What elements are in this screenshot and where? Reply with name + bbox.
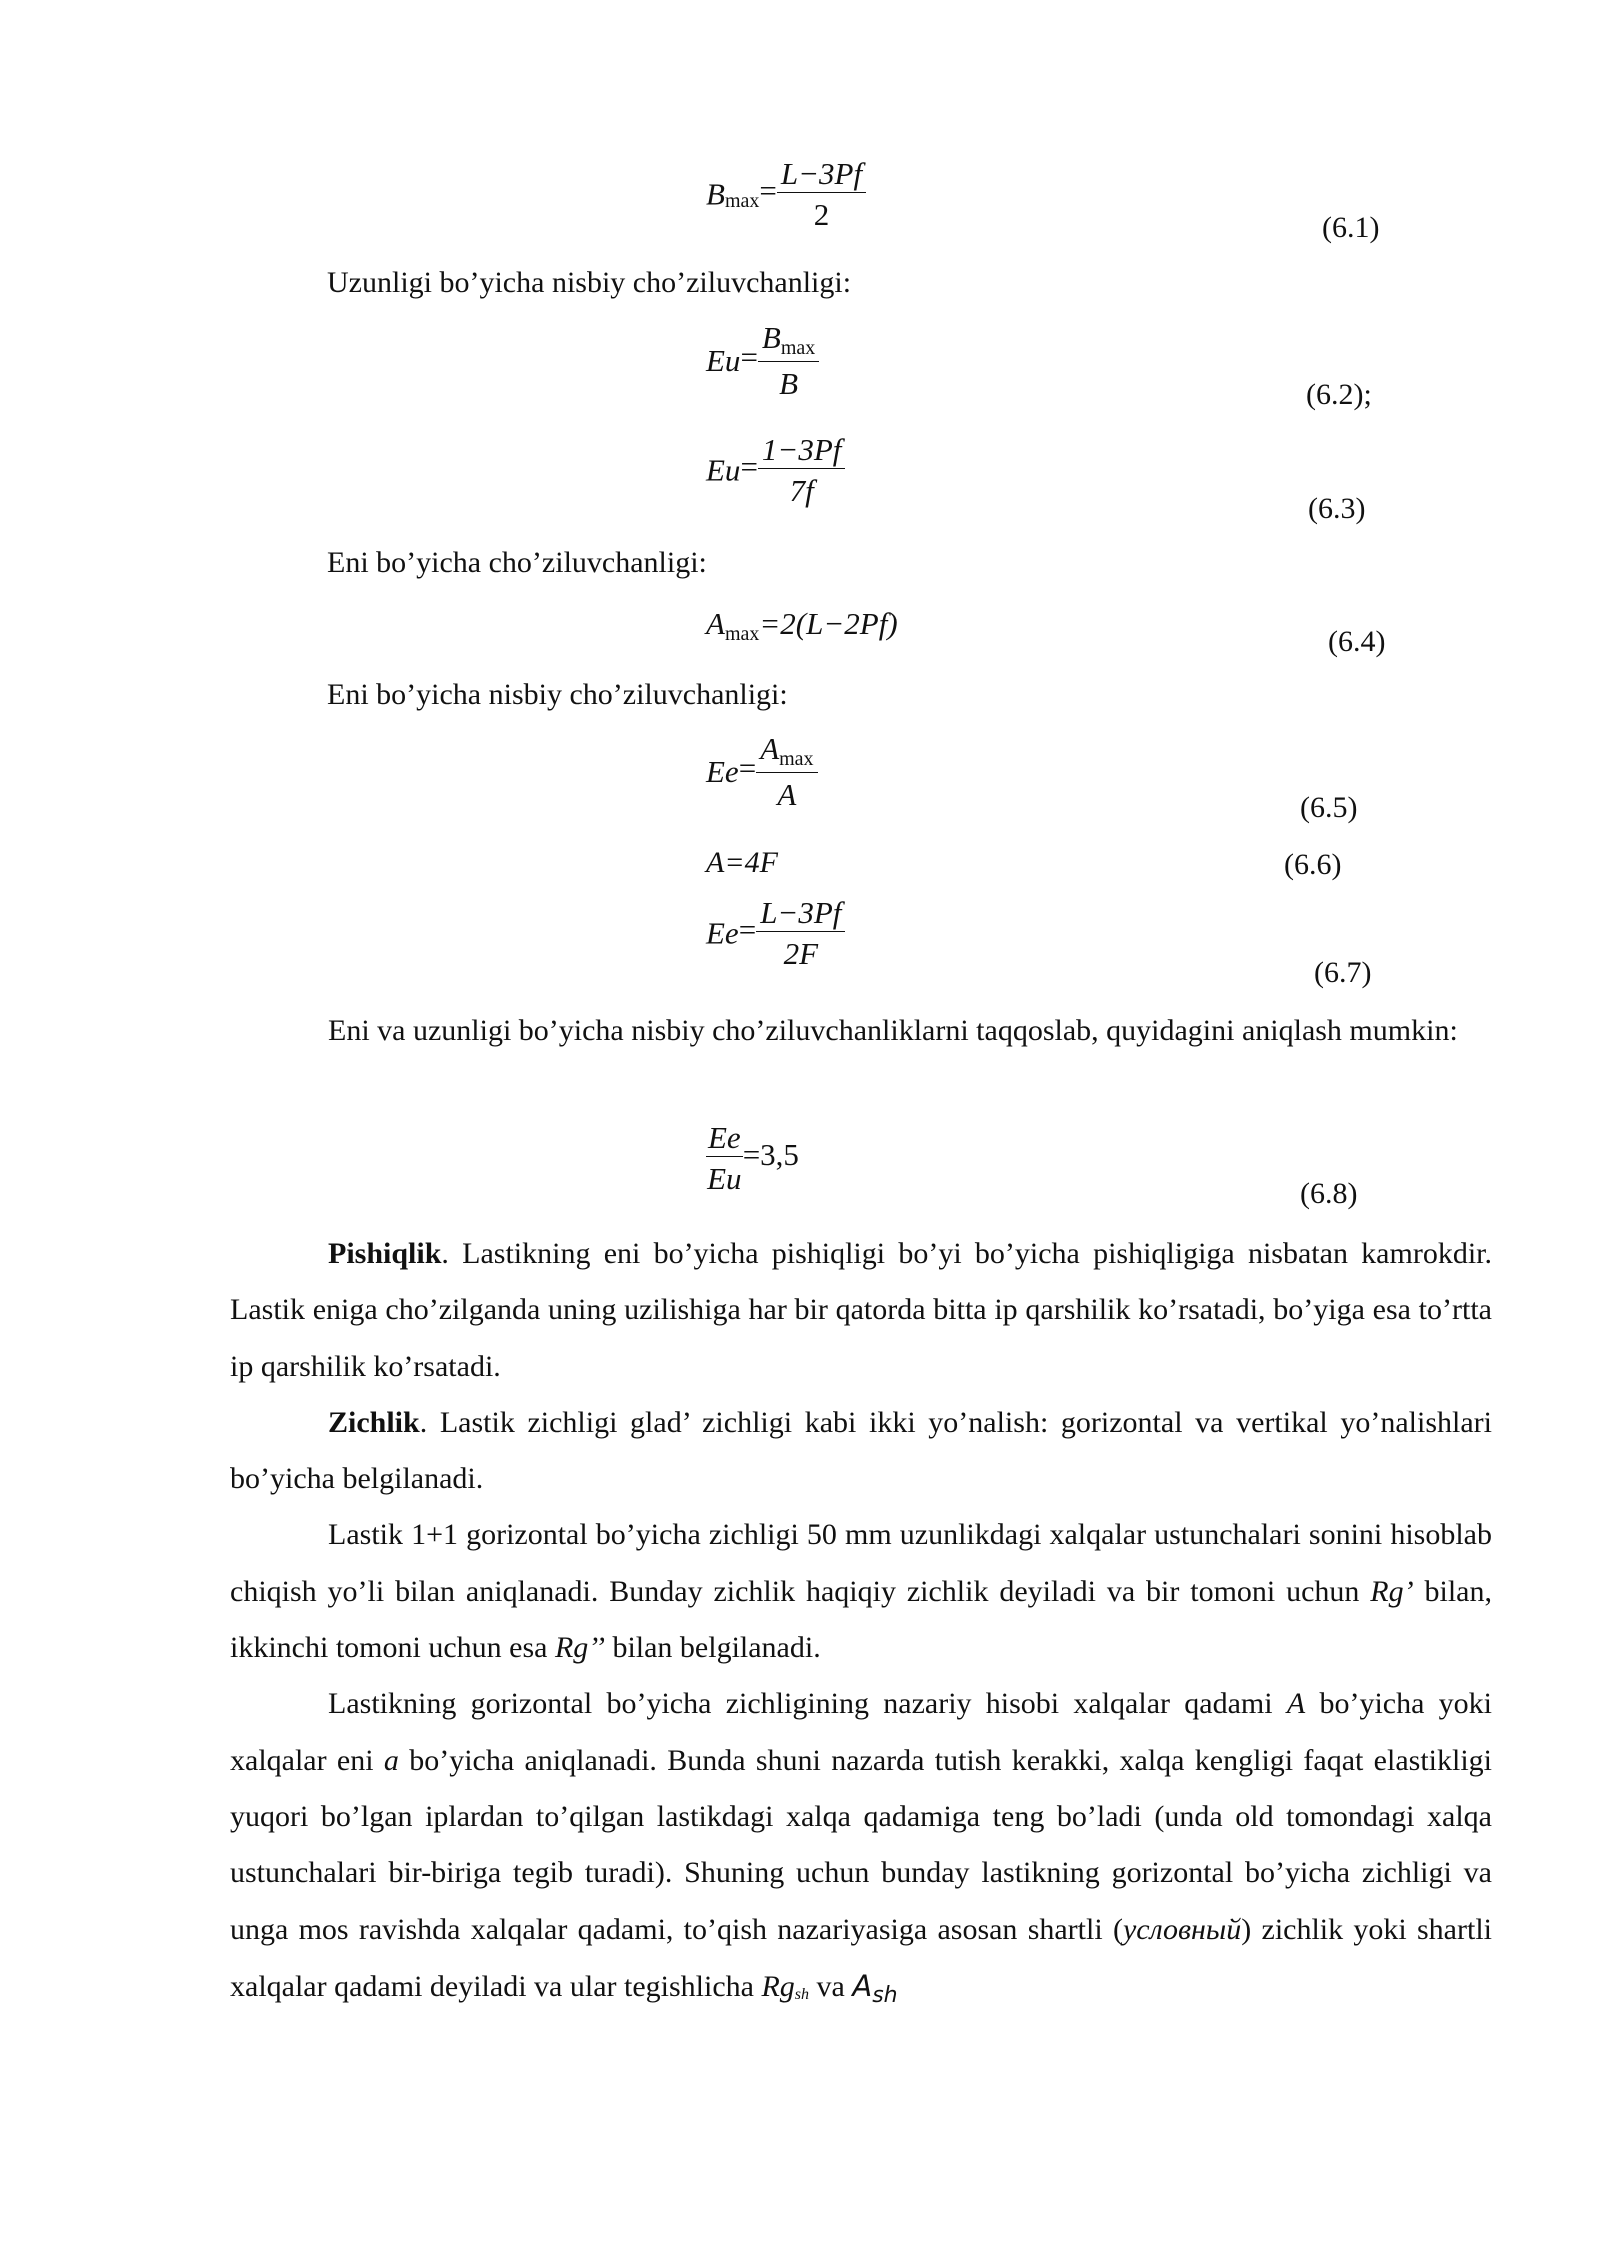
paragraph-text: Eni va uzunligi bo’yicha nisbiy cho’ziluvchanliklarni taqqoslab, quyidagini aniqlash mumkin: [328,1014,1458,1047]
eq-numerator-base: B [761,320,781,355]
eq-denominator: B [779,366,799,401]
eq-denominator: 2 [813,197,830,232]
section-heading: Eni bo’yicha cho’ziluvchanligi: [327,546,707,579]
symbol: a [383,1743,399,1777]
equation-6-3: Eu= $\frac{1-3Pf}{7f}$ [706,434,845,506]
section-heading: Eni bo’yicha nisbiy cho’ziluvchanligi: [327,678,788,711]
subscript: sh [794,1985,810,2003]
paragraph-pishiqlik [230,1226,1492,1395]
equation-number: (6.1) [1322,211,1380,244]
section-heading: Uzunligi bo’yicha nisbiy cho’ziluvchanligi: [327,266,852,299]
paragraph-compare [230,1003,1492,1059]
paragraph-text: Lastik 1+1 gorizontal bo’yicha zichligi 50 mm uzunlikdagi xalqalar ustunchalari sonini hisoblab chiqish yo’li bilan aniqlanadi. Bunday zichlik haqiqiy zichlik deyiladi va bir tomoni uchun [230,1518,1492,1608]
eq-lhs: A [706,606,725,641]
paragraph-zichlik [230,1395,1492,1508]
symbol: A [1286,1687,1306,1721]
eq-rhs: =3,5 [742,1137,799,1173]
eq-lhs: Eu [706,343,741,378]
paragraph-lastik [230,1507,1492,1676]
eq-denominator: 7f [789,473,814,508]
subscript: sh [872,1982,898,2008]
equation-number: (6.5) [1300,791,1358,824]
paragraph-text: bilan belgilanadi. [604,1631,821,1665]
term-zichlik: Zichlik [328,1405,420,1439]
equation-number: (6.8) [1300,1177,1358,1210]
symbol: Rg [761,1969,795,2003]
eq-lhs: Ee [706,915,739,951]
eq-denominator: 2F [783,936,819,971]
paragraph-text: . Lastik zichligi glad’ zichligi kabi ikki yo’nalish: gorizontal va vertikal yo’nalishlari bo’yicha belgilanadi. [230,1405,1492,1496]
eq-fraction [706,1122,743,1194]
equation-number: (6.4) [1328,625,1386,658]
paragraph-nazariy [230,1676,1492,2024]
equation-6-4 [706,608,898,644]
paragraph-text: Lastikning gorizontal bo’yicha zichligining nazariy hisobi xalqalar qadami [328,1687,1287,1721]
eq-rhs: =2(L−2Pf) [759,606,898,641]
equation-6-8 [706,1122,799,1194]
equation-6-1: $B_{max}=$ $\frac{L-3Pf}{2}$ [706,158,866,230]
eq-lhs: Ee [706,754,739,789]
eq-fraction [758,434,845,506]
eq-lhs: Eu [706,452,741,488]
eq-fraction [756,897,845,969]
eq-numerator: 1−3Pf [758,434,845,469]
equation-6-2: Eu= $\frac{B_{max}}{B}$ [706,322,819,399]
equation-number: (6.6) [1284,848,1342,881]
equation-number: (6.2); [1306,378,1372,411]
eq-subscript: max [724,623,760,645]
eq-numerator: L−3Pf [777,158,866,193]
eq-fraction [777,158,866,230]
eq-lhs: B [706,176,725,212]
eq-fraction [756,733,817,810]
eq-numerator: L−3Pf [756,897,845,932]
paragraph-text: bo’yicha yoki xalqalar eni [230,1687,1493,1777]
paragraph-text: va [809,1969,853,2003]
equation-6-7: Ee= $\frac{L-3Pf}{2F}$ [706,897,845,969]
eq-numerator: Ee [708,1120,741,1155]
eq-subscript: max [724,190,760,213]
eq-subscript: max [780,337,816,359]
body-text [230,1226,1492,2024]
paragraph-text: . Lastikning eni bo’yicha pishiqligi bo’yi bo’yicha pishiqligiga nisbatan kamrokdir. Lastik eniga cho’zilganda uning uzilishiga har bir qatorda bitta ip qarshilik ko’rsatadi, bo’yiga esa to’rtta ip qarshilik ko’rsatadi. [230,1237,1492,1383]
paragraph-text: bo’yicha aniqlanadi. Bunda shuni nazarda tutish kerakki, xalqa kengligi faqat elastikligi yuqori bo’lgan iplardan to’qilgan lastikdagi xalqa qadamiga teng bo’ladi (unda old tomondagi xalqa ustunchalari bir-biriga tegib turadi). Shuning uchun bunday lastikning gorizontal bo’yicha zichligi va unga mos ravishda xalqalar qadami, to’qish nazariyasiga asosan shartli ( [230,1743,1493,1946]
equation-6-6: A=4F [706,846,778,879]
eq-subscript: max [779,748,814,770]
symbol: A [852,1968,873,2003]
paragraph-text: ) zichlik yoki shartli xalqalar qadami deyiladi va ular tegishlicha [230,1912,1492,2003]
term-pishiqlik: Pishiqlik [328,1237,442,1270]
equation-6-5: Ee= $\frac{A_{max}}{A}$ [706,733,818,810]
equation-number: (6.3) [1308,492,1366,525]
eq-numerator [758,322,819,362]
symbol: условный [1122,1912,1242,1946]
symbol: Rg’’ [554,1631,605,1665]
eq-numerator [756,733,817,773]
equation-number: (6.7) [1314,956,1372,989]
eq-numerator-base: A [760,731,780,766]
paragraph-text: bilan, ikkinchi tomoni uchun esa [230,1574,1492,1665]
symbol: Rg’ [1370,1574,1414,1608]
eq-denominator: Eu [707,1161,742,1196]
eq-fraction [758,322,819,399]
eq-denominator: A [777,777,797,812]
